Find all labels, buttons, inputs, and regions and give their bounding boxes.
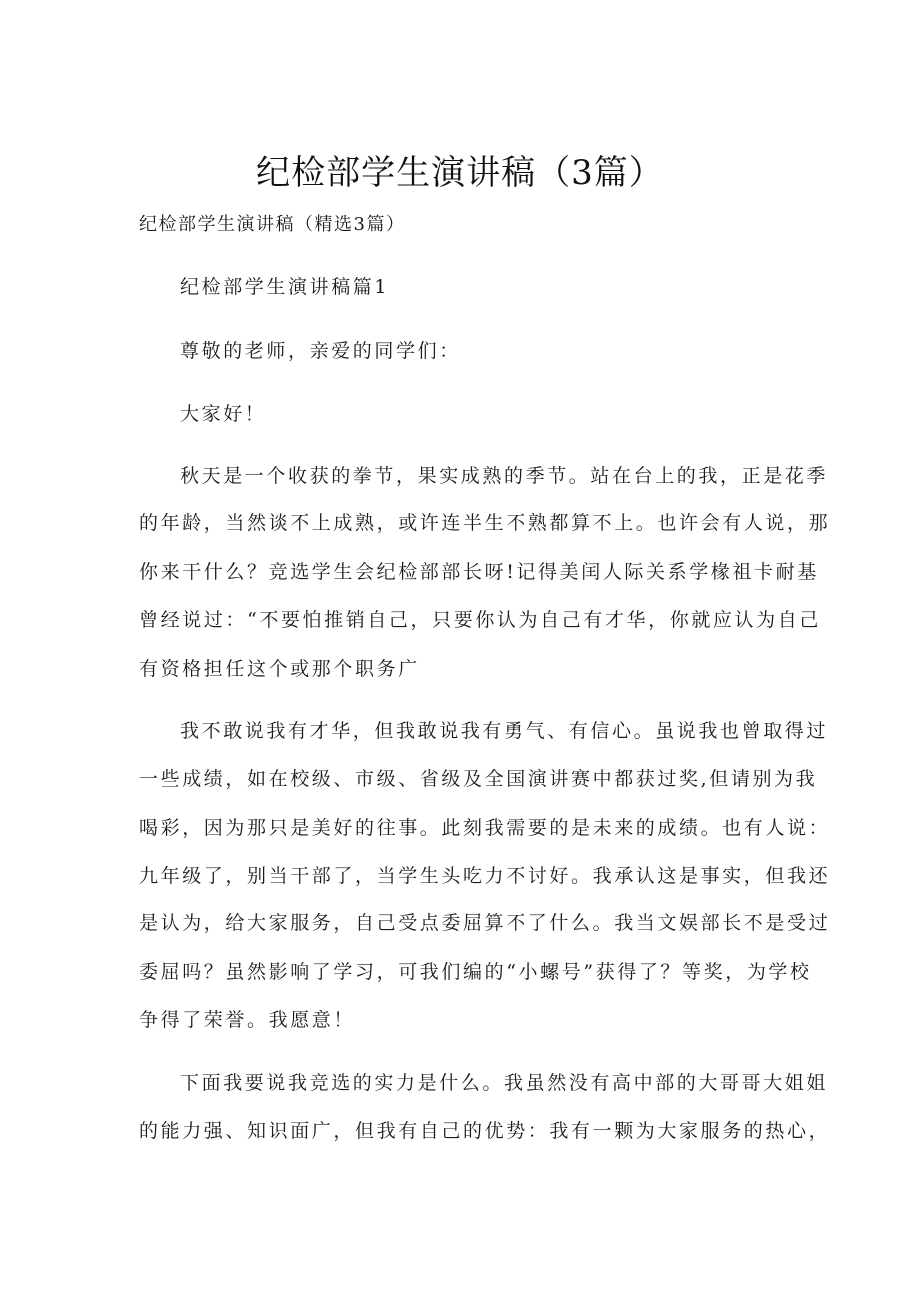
paragraph-1-line: 你来干什么？竞选学生会纪检部部长呀!记得美闰人际关系学椽祖卡耐基: [139, 561, 819, 583]
paragraph-2-line: 一些成绩，如在校级、市级、省级及全国演讲赛中都获过奖,但请别为我: [139, 768, 818, 790]
paragraph-1-line: 有资格担任这个或那个职务广: [139, 658, 420, 680]
paragraph-1-line: 曾经说过：“不要怕推销自己，只要你认为自己有才华，你就应认为自己: [139, 609, 821, 631]
paragraph-1-line: 秋天是一个收获的拳节，果实成熟的季节。站在台上的我，正是花季: [180, 465, 829, 487]
paragraph-2-line: 喝彩，因为那只是美好的往事。此刻我需要的是未来的成绩。也有人说：: [139, 817, 831, 839]
paragraph-3-line: 下面我要说我竞选的实力是什么。我虽然没有高中部的大哥哥大姐姐: [180, 1072, 829, 1094]
section-heading: 纪检部学生演讲稿篇1: [180, 276, 390, 298]
paragraph-2-line: 九年级了，别当干部了，当学生头吃力不讨好。我承认这是事实，但我还: [139, 865, 831, 887]
paragraph-2-line: 委屈吗？虽然影响了学习，可我们编的“小螺号”获得了？等奖，为学校: [139, 961, 812, 983]
salutation: 尊敬的老师，亲爱的同学们：: [180, 340, 461, 362]
paragraph-2-line: 争得了荣誉。我愿意！: [139, 1009, 356, 1031]
paragraph-2-line: 是认为，给大家服务，自己受点委屈算不了什么。我当文娱部长不是受过: [139, 912, 831, 934]
paragraph-3-line: 的能力强、知识面广，但我有自己的优势：我有一颗为大家服务的热心，: [139, 1120, 831, 1142]
greeting: 大家好！: [180, 403, 267, 425]
document-title: 纪检部学生演讲稿（3篇）: [256, 153, 664, 193]
document-subtitle: 纪检部学生演讲稿（精选3篇）: [139, 214, 406, 235]
paragraph-2-line: 我不敢说我有才华，但我敢说我有勇气、有信心。虽说我也曾取得过: [180, 720, 829, 742]
paragraph-1-line: 的年龄，当然谈不上成熟，或许连半生不熟都算不上。也许会有人说，那: [139, 512, 831, 534]
